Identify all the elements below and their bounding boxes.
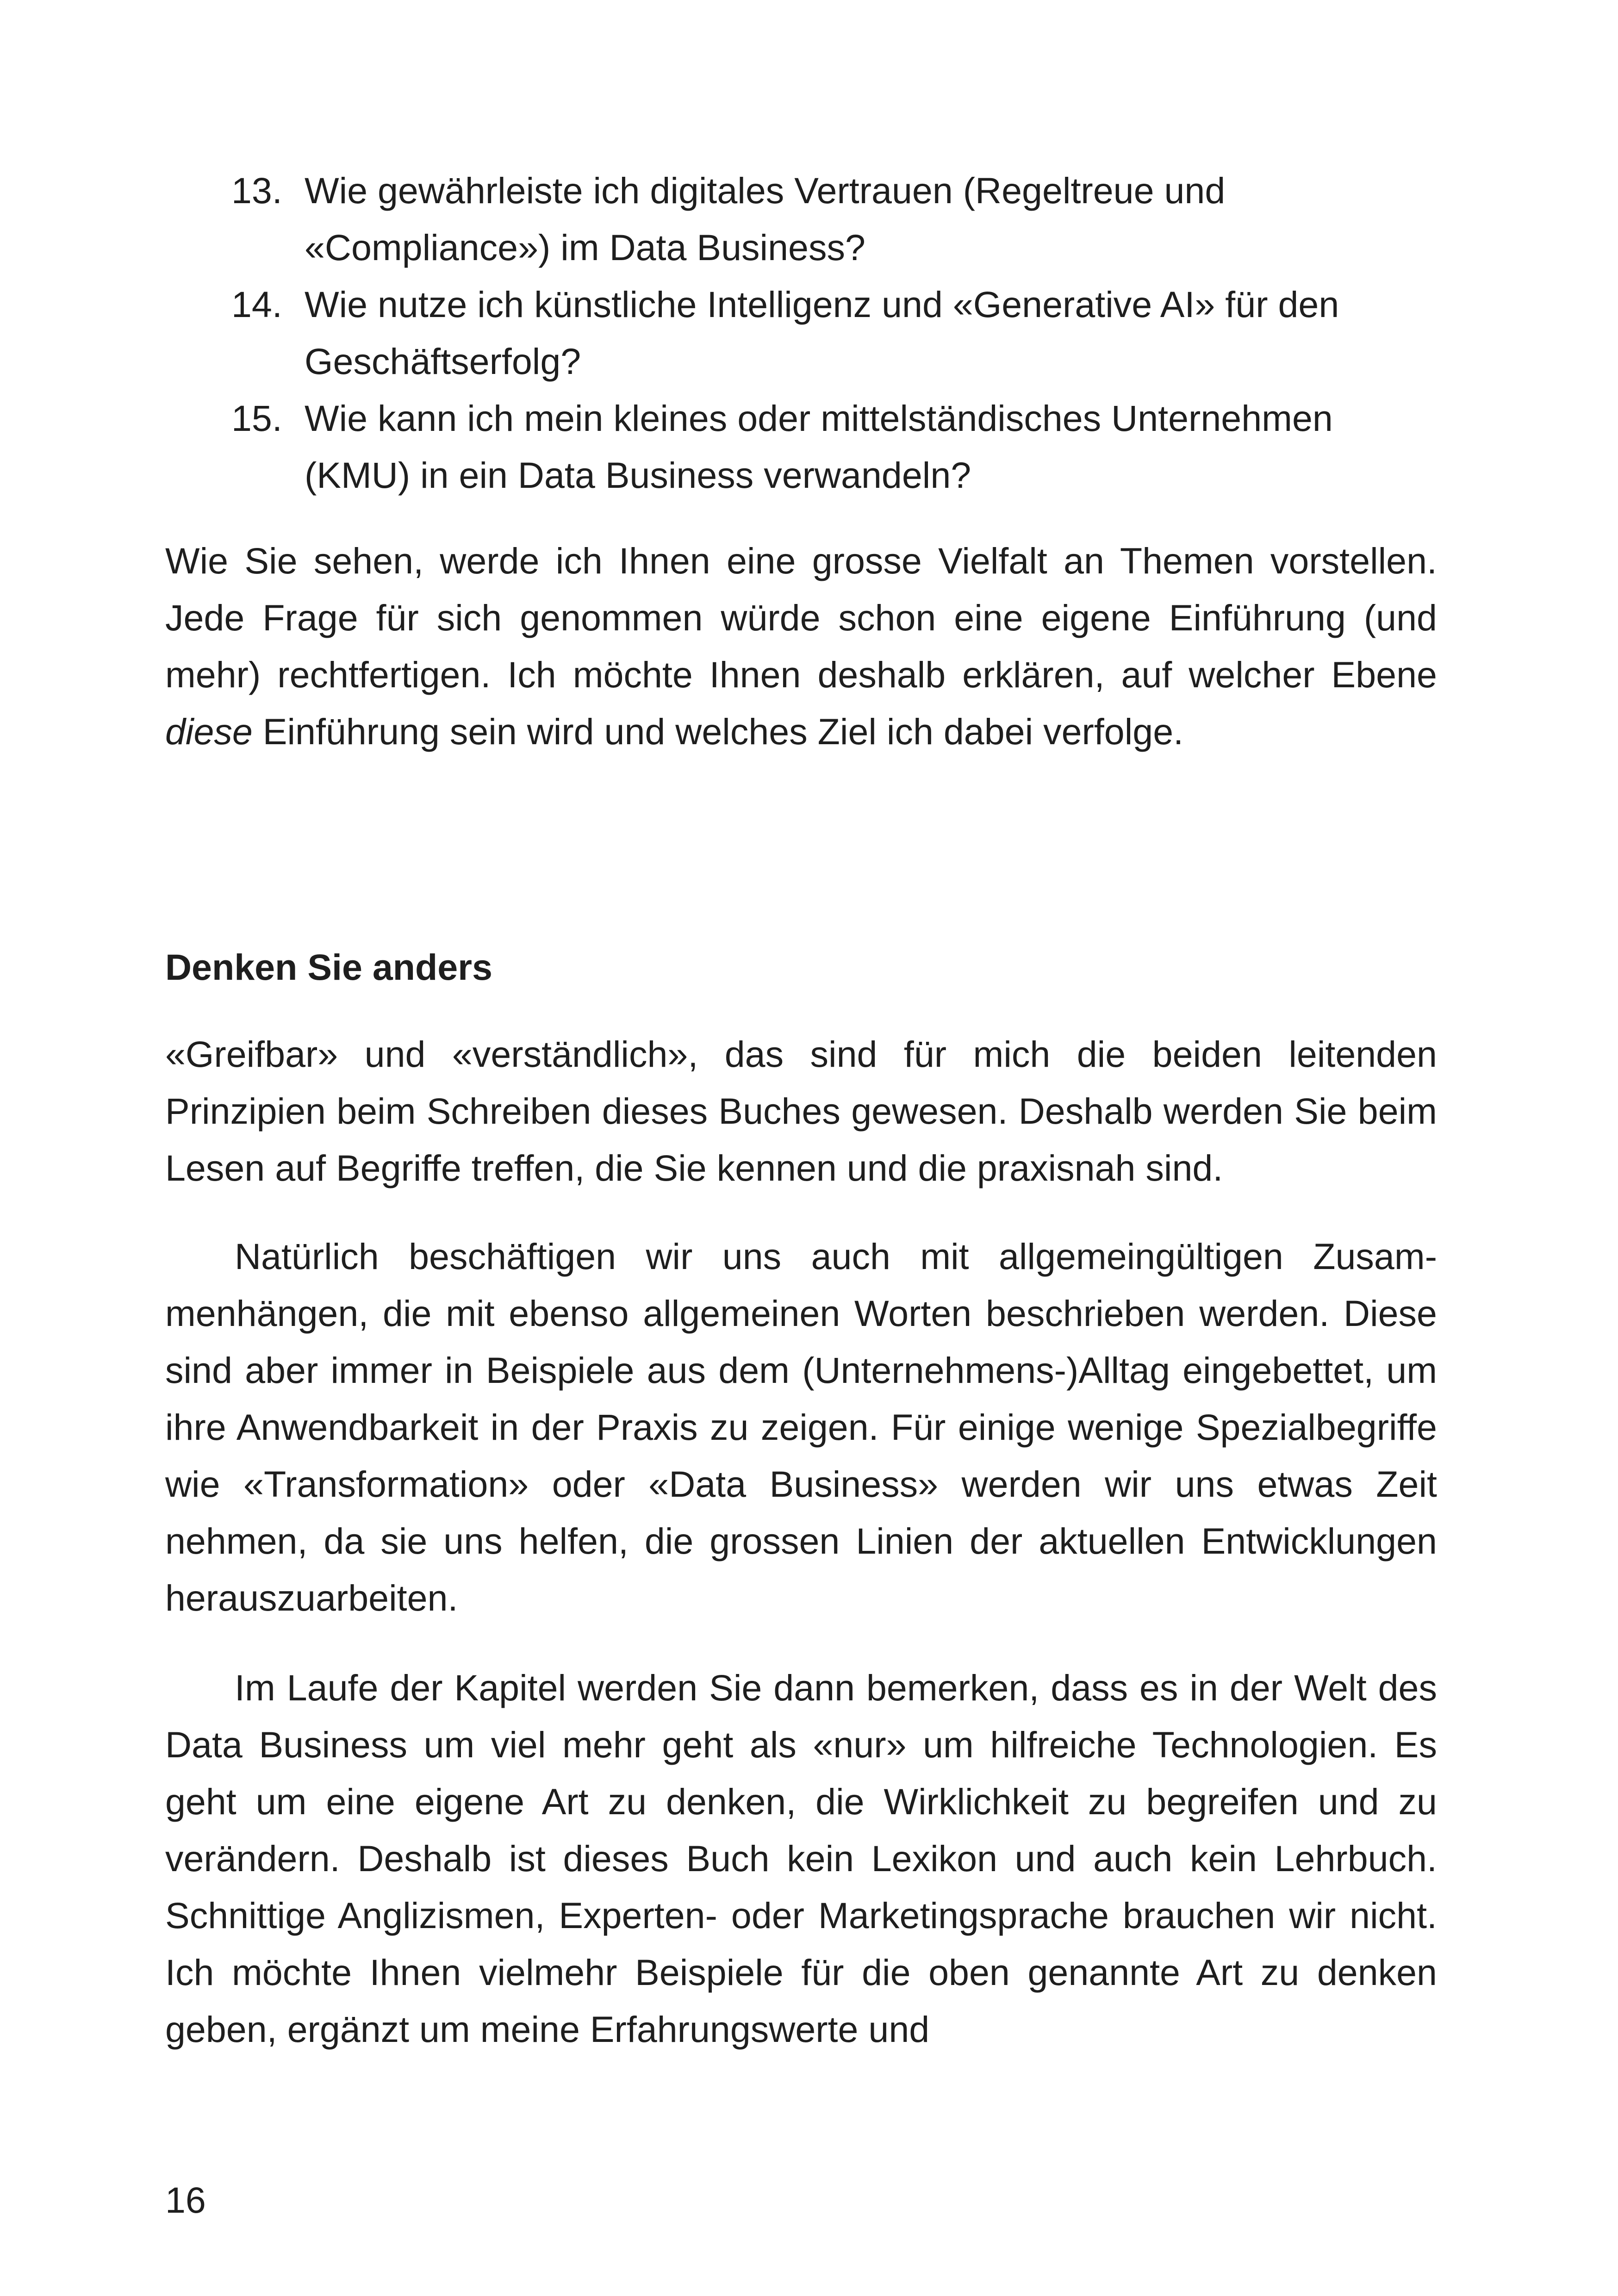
body-paragraph: Natürlich beschäftigen wir uns auch mit allgemeingültigen Zusammenhängen, die mit ebenso allgemeinen Worten beschrieben werden. Diese sind aber immer in Beispiele aus dem (Unternehmens-)Alltag eingebettet, um ihre Anwendbarkeit in der Praxis zu zeigen. Für einige wenige Spezialbegriffe wie «Transformation» oder «Data Business» werden wir uns etwas Zeit nehmen, da sie uns helfen, die grossen Linien der aktuellen Entwicklungen herauszuarbeiten. (165, 1236, 1437, 1618)
list-item (0, 162, 1437, 276)
body-paragraph: Im Laufe der Kapitel werden Sie dann bemerken, dass es in der Welt des Data Business um viel mehr geht als «nur» um hilfreiche Technologien. Es geht um eine eigene Art zu denken, die Wirklichkeit zu begreifen und zu verändern. Deshalb ist dieses Buch kein Lexikon und auch kein Lehrbuch. Schnittige Anglizismen, Experten- oder Marketingsprache brauchen wir nicht. Ich möchte Ihnen vielmehr Beispiele für die oben genannte Art zu denken geben, ergänzt um meine Erfahrungswerte und (165, 1667, 1437, 2050)
list-item-text: Wie gewährleiste ich digitales Vertrauen (Regeltreue und «Compliance») im Data Business? (305, 170, 1226, 268)
intro-emphasis: diese (165, 711, 253, 752)
list-item-number: 13. (231, 170, 282, 211)
list-item (0, 276, 1437, 390)
intro-paragraph (165, 532, 1437, 760)
list-item-number: 14. (231, 284, 282, 325)
list-item (0, 390, 1437, 504)
list-item-number: 15. (231, 398, 282, 439)
body-paragraph: «Greifbar» und «verständlich», das sind für mich die beiden leitenden Prinzipien beim Schreiben dieses Buches gewesen. Deshalb werden Sie beim Lesen auf Begriffe treffen, die Sie kennen und die praxisnah sind. (165, 1033, 1437, 1188)
intro-text-before: Wie Sie sehen, werde ich Ihnen eine grosse Vielfalt an Themen vorstellen. Jede Frage für sich genommen würde schon eine eigene Einführung (und mehr) rechtfertigen. Ich möchte Ihnen deshalb erklären, auf welcher Ebene (165, 540, 1437, 695)
list-item-text: Wie nutze ich künstliche Intelligenz und «Generative AI» für den Geschäftserfolg? (305, 284, 1339, 382)
intro-text-after: Einführung sein wird und welches Ziel ich dabei verfolge. (252, 711, 1184, 752)
page-number: 16 (165, 2179, 206, 2221)
list-item-text: Wie kann ich mein kleines oder mittelständisches Unternehmen (KMU) in ein Data Business verwandeln? (305, 398, 1333, 496)
question-list (0, 162, 1437, 504)
section-heading: Denken Sie anders (165, 946, 492, 988)
